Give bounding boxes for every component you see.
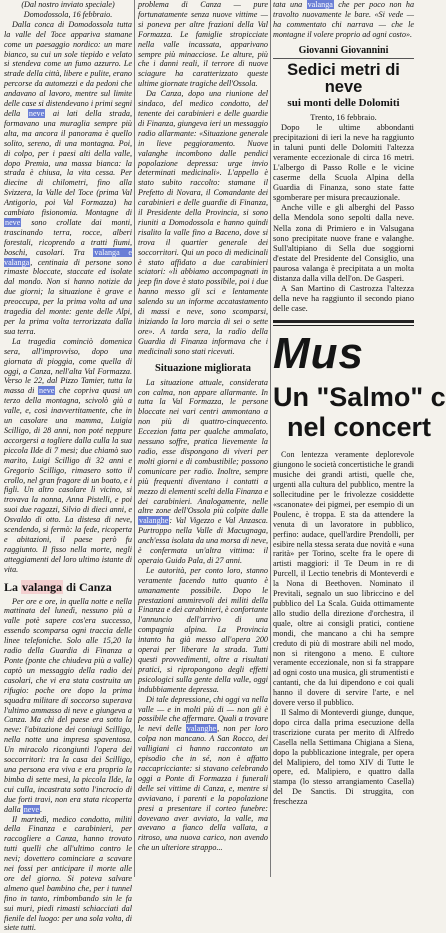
paragraph: problema di Canza — pure fortunatamente senza nuove vittime — si poneva per altre frazioni della Val Formazza. Le famiglie stropicciate nella valle incassata, apparivano sempre più minacciose. Le alture, più che i danni reali, il terrore di nuove sciagure ha caratterizzato queste ultime giornate tragiche dell'Ossola.	[138, 0, 268, 89]
highlight-term: neve	[23, 805, 40, 814]
dateline: Trento, 16 febbraio.	[273, 113, 414, 123]
highlight-term: valanghe	[138, 516, 169, 525]
paragraph: La tragedia cominciò domenica sera, all'improvviso, dopo una giornata di pioggia, come quella di oggi, a Canza, nell'alta Val Formazza. Verso le 22, dal Pizzo Tamier, tutta la massa di neve che copriva quasi un terzo della montagna, scivolò giù a valle, e, così inavvertitamente, che in un casolare una mamma, Luigia Scilligo, di 28 anni, non poté neppure accorgersi a togliere dalla culla la sua piccola Ilde di 7 mesi; due chiamò suo marito, Luigi Scilligo di 32 anni e Gregorio Scilligo, rimasero sotto il crollo, nel gran fragore di un boato, e i figli. Un altro casolare lì vicino, si trovava la nonna, Anna Pistelli, e poi suoi due ragazzi, Silvio di dieci anni, e Osvaldo di otto. La distesa di neve, scendendo, si fermò: la fede, ricoperta e abitazioni, il paese però fu raggiunto. Il fisso nella morte, negli atteggiamenti del loro ultimo istante di vita.	[4, 337, 132, 575]
divider	[273, 320, 414, 323]
highlight-term: neve	[38, 386, 55, 395]
article-column-3	[273, 0, 414, 877]
paragraph: tata una valanga che per poco non ha travolto nuovamente le bare. «Si vede — ha commentato chi narrava — che le montagne il volere proprio ad ogni costo».	[273, 0, 414, 40]
paragraph: Dopo le ultime abbondanti precipitazioni di ieri la neve ha raggiunto in taluni punti delle Dolomiti l'altezza veramente eccezionale di circa 16 metri. L'albergo di Passo Rolle e le vicine caserme della Scuola Alpina della Guardia di Finanza, sono state fatte sgomberare per misura precauzionale.	[273, 123, 414, 204]
article-column-2	[138, 0, 268, 877]
highlight-term: valanga	[21, 580, 63, 594]
article-headline: Sedici metri di neve	[273, 62, 414, 96]
paragraph: Con lentezza veramente deplorevole giungono le società concertistiche le grandi musiche dei grandi artisti, quelle che, urgenti alla cultura del pubblico, mentre la sollecitudine per le frivolezze cosiddette «scanonate» dei pigmei, per esempio di un Poulenc, è troppa. E sta da attendere la venuta di un lavoratore in pubblico, perfino: audace, quell'ardire Prendolli, per esibire nella stessa serata due novità e «una rarità» per Torino, scelte fra le opere di artisti maggiori: il Te Deum in re di Purcell, il Lectio tenebris di Monteverdi e la Nona di Beethoven. Nominato il Previtali, segnalo un suo libriccino e del pubblico del La Scala. Guida ottimamente allo studio della direzione d'orchestra, il quale, oltre ai consigli pratici, contiene mondi, che mancano a chi ha sempre creduto di più di mostrare abili nel modo, non si ritengono a meno. E cultore veramente eccezionale, non si fa strappare ad ogni costo una musica, gli strumentisti e cantanti, che da lui dipendono e coi quali hanno il dovere di servire l'arte, e nel dovere verso il pubblico.	[273, 450, 414, 708]
dateline: Domodossola, 16 febbraio.	[4, 10, 132, 20]
column-divider	[134, 0, 135, 877]
special-correspondent-note: (Dal nostro inviato speciale)	[4, 0, 132, 10]
paragraph: Per ore e ore, in quella notte e nella mattinata del lunedì, nessuno più a valle potè sapere cos'era successo, essendo scomparsa ogni traccia delle linee telefoniche. Solo alle 15,20 la radio della Guardia di Finanza a Ponte (ponte che chiudeva più a valle) captò un messaggio della radio dei casolari, che vi era stata costruita un rifugio: poche ore dopo la prima squadra militare di soccorso superava l'ultimo ammasso di neve e giungeva a Canza. Ma chi del paese era sotto la neve: l'abitazione dei coniugi Scilligo, nella notte una impresa spaventosa. Un miracolo ricongiunti l'opera dei soccorritori: tra la casa dei Scilligo, una persona era viva e era proprio la bimba di sette mesi, la piccola Ilde, la cui culla, incastrata sotto l'incrocio di due forti travi, non era stata ricoperta dalla neve.	[4, 597, 132, 815]
article-column-1	[4, 0, 132, 877]
paragraph: Da Canza, dopo una riunione del sindaco, del medico condotto, del tenente dei carabinieri e delle guardie di Finanza, giungeva ieri un messaggio radio allarmante: «Situazione generale in lieve peggioramento. Nuove valanghe incombono dalle pendici popolazione depressa: urge invio determinati medicinali». L'appello è stato subito raccolto: stamane il Prefetto di Novara, il Comandante dei carabinieri e delle guardie di Finanza, il Presidente della Provincia, si sono riuniti a Domodossola e hanno quindi risalito la valle fino a Baceno, dove si trova il quartier generale dei soccorritori. Qui un poco di medicinali è stato affidato a due carabinieri sciatori: «li abbiamo accompagnati in jeep fin dove è stato possibile, poi i due hanno messo gli sci e lentamente salendo su un informe accatastamento di massi e neve, sono scomparsi, iniziando la loro marcia di sei o sette ore». A tarda sera, la radio della Guardia di Finanza informava che i medicinali sono stati ricevuti.	[138, 89, 268, 356]
author-byline: Giovanni Giovannini	[273, 46, 414, 56]
highlight-term: neve	[4, 218, 21, 227]
paragraph: Il martedì, medico condotto, militi della Finanza e carabinieri, per raccogliere a Canza, hanno trovato tutti quelli che all'ultimo contro le nevi; dovettero cominciare a scavare nei fossi per anticipare il morte alle ore del giorno. Si poteva salvare almeno quel bambino che, per i tunnel fino in tanto, rimbombando sin le fa sui muri, piedi rimasti schiacciati dal fienile del luogo: per una sola volta, di siete tutti.	[4, 815, 132, 933]
highlight-term: valanga	[307, 0, 334, 9]
highlight-term: neve	[28, 109, 45, 118]
section-banner: Mus	[273, 330, 414, 378]
paragraph: Dalla conca di Domodossola tutta la valle del Toce appariva stamane come un paesaggio nordico: un mare bianco, su cui un sole tiepido e velato si stendeva come un fumo azzurro. Le strade della città, libere e pulite, erano percorse da automezzi e da pedoni che andavano al lavoro, mentre sul limite delle case si distendevano i primi segni della neve ai lati della strada, formavano una muraglia sempre più alta, ma ancora il panorama è quello solito, sereno, di una montagna. Poi, di colpo, per i paesi alti della valle, dopo Premia, una massa bianca: la strada è chiusa, la vita cessa. Per diecine di chilometri, fino alla Svizzera, la Valle del Toce (prima Val Antigorio, poi Val Formazza) ha cambiato fisionomia. Montagne di neve sono crollate dai monti, trascinando terra, rocce, alberi forestali, ricoprendo a tratti fiumi, boschi, casolari. Tra valanga e valanga, centinaia di persone sono rimaste bloccate, staccate ed isolate dal mondo. Non si hanno notizie da due giorni; la situazione è grave e preoccupa, per la prima volta ad una tragedia del monte: gente delle Alpi, per la prima volta terrorizzata dalla sua terra.	[4, 20, 132, 337]
column-divider	[270, 0, 271, 877]
article-subheadline: sui monti delle Dolomiti	[273, 97, 414, 110]
highlight-term: valanga e valanga	[4, 248, 132, 267]
divider	[273, 58, 414, 59]
paragraph: Anche ville e gli alberghi del Passo della Mendola sono sepolti dalla neve. Nella zona di Primiero e in Valsugana sono precipitate nuove frane e valanghe. Sull'altipiano di Sella due soggiorni d'estate del Presidente del Consiglio, una paurosa valanga è precipitata a un molta distanza dalla villa dell'on. De Gasperi.	[273, 203, 414, 284]
paragraph: Il Salmo di Monteverdi giunge, dunque, dopo circa dalla prima esecuzione della trascrizione curata per merito di Alfredo Casella nella Settimana Chigiana a Siena, dopo la pubblicazione integrale, per opera del Malipiero, del tomo XIV di Tutte le opere, ed. Malipiero, e quattro dalla stampa (lo stesso arrangiamento Casella) del De Sanctis. Di struggita, con freschezza	[273, 708, 414, 807]
highlight-term: valanghe	[186, 724, 217, 733]
paragraph: La situazione attuale, considerata con calma, non appare allarmante. In tutta la Val Formazza, le persone bloccate nei vari centri ammontano a non più di quattro-cinquecento. Eccezion fatta per qualche ammalato, nessuno soffre, pratica lievemente la radio, esse dispongono di viveri per molti giorni e di combustibile; possono comunicare per radio. Inoltre, sempre più frequenti diventano i contatti a mezzo di elementi scelti della Finanza e dei carabinieri. Analogamente, nelle altre zone dell'Ossola più colpite dalle valanghe: Val Vigezzo e Val Anzasca. Purtroppo nella Valle di Macugnaga, anch'essa isolata da una morsa di neve, è confermata un'altra vittima: il operaio Guido Pala, di 27 anni.	[138, 378, 268, 566]
paragraph: Le autorità, per conto loro, stanno veramente facendo tutto quanto è umanamente possibile. Dopo le prestazioni ammirevoli dei militi della Finanza e dei carabinieri, è confortante l'annuncio dell'arrivo di una compagnia alpina. La Provincia intanto ha già messo all'opera 200 operai per liberare la strada. Tutti questi provvedimenti, oltre a risultati pratici, si ripropongono degli effetti psicologici sulla gente della valle, oggi indubbiamente depressa.	[138, 566, 268, 695]
divider	[273, 325, 414, 326]
article-headline-line-2: nel concert	[287, 412, 414, 442]
section-heading: La valanga di Canza	[4, 580, 132, 594]
paragraph: Di tale depressione, chi oggi va nella valle — e in molti più di — non gli è possibile che affermare. Quali a trovare le nevi delle valanghe, non per loro colpa non mancano. A San Rocco, dei valligiani ci hanno raccontato un episodio che in sé, non è affatto raccapricciante: si stavano celebrando oggi a Ponte di Formazza i funerali delle sei vittime di Canza, e, mentre si avviavano, i parenti e la popolazione presi a presentare il corteo funebre: dovevano aver avviato, la valle, ma avevano a fianco della vallata, a ritroso, una nuova carico, non avendo che un ulteriore strappo...	[138, 695, 268, 854]
section-heading: Situazione migliorata	[138, 362, 268, 375]
paragraph: A San Martino di Castrozza l'altezza della neve ha raggiunto il secondo piano delle case.	[273, 284, 414, 314]
article-headline: Un "Salmo" c	[273, 382, 414, 412]
